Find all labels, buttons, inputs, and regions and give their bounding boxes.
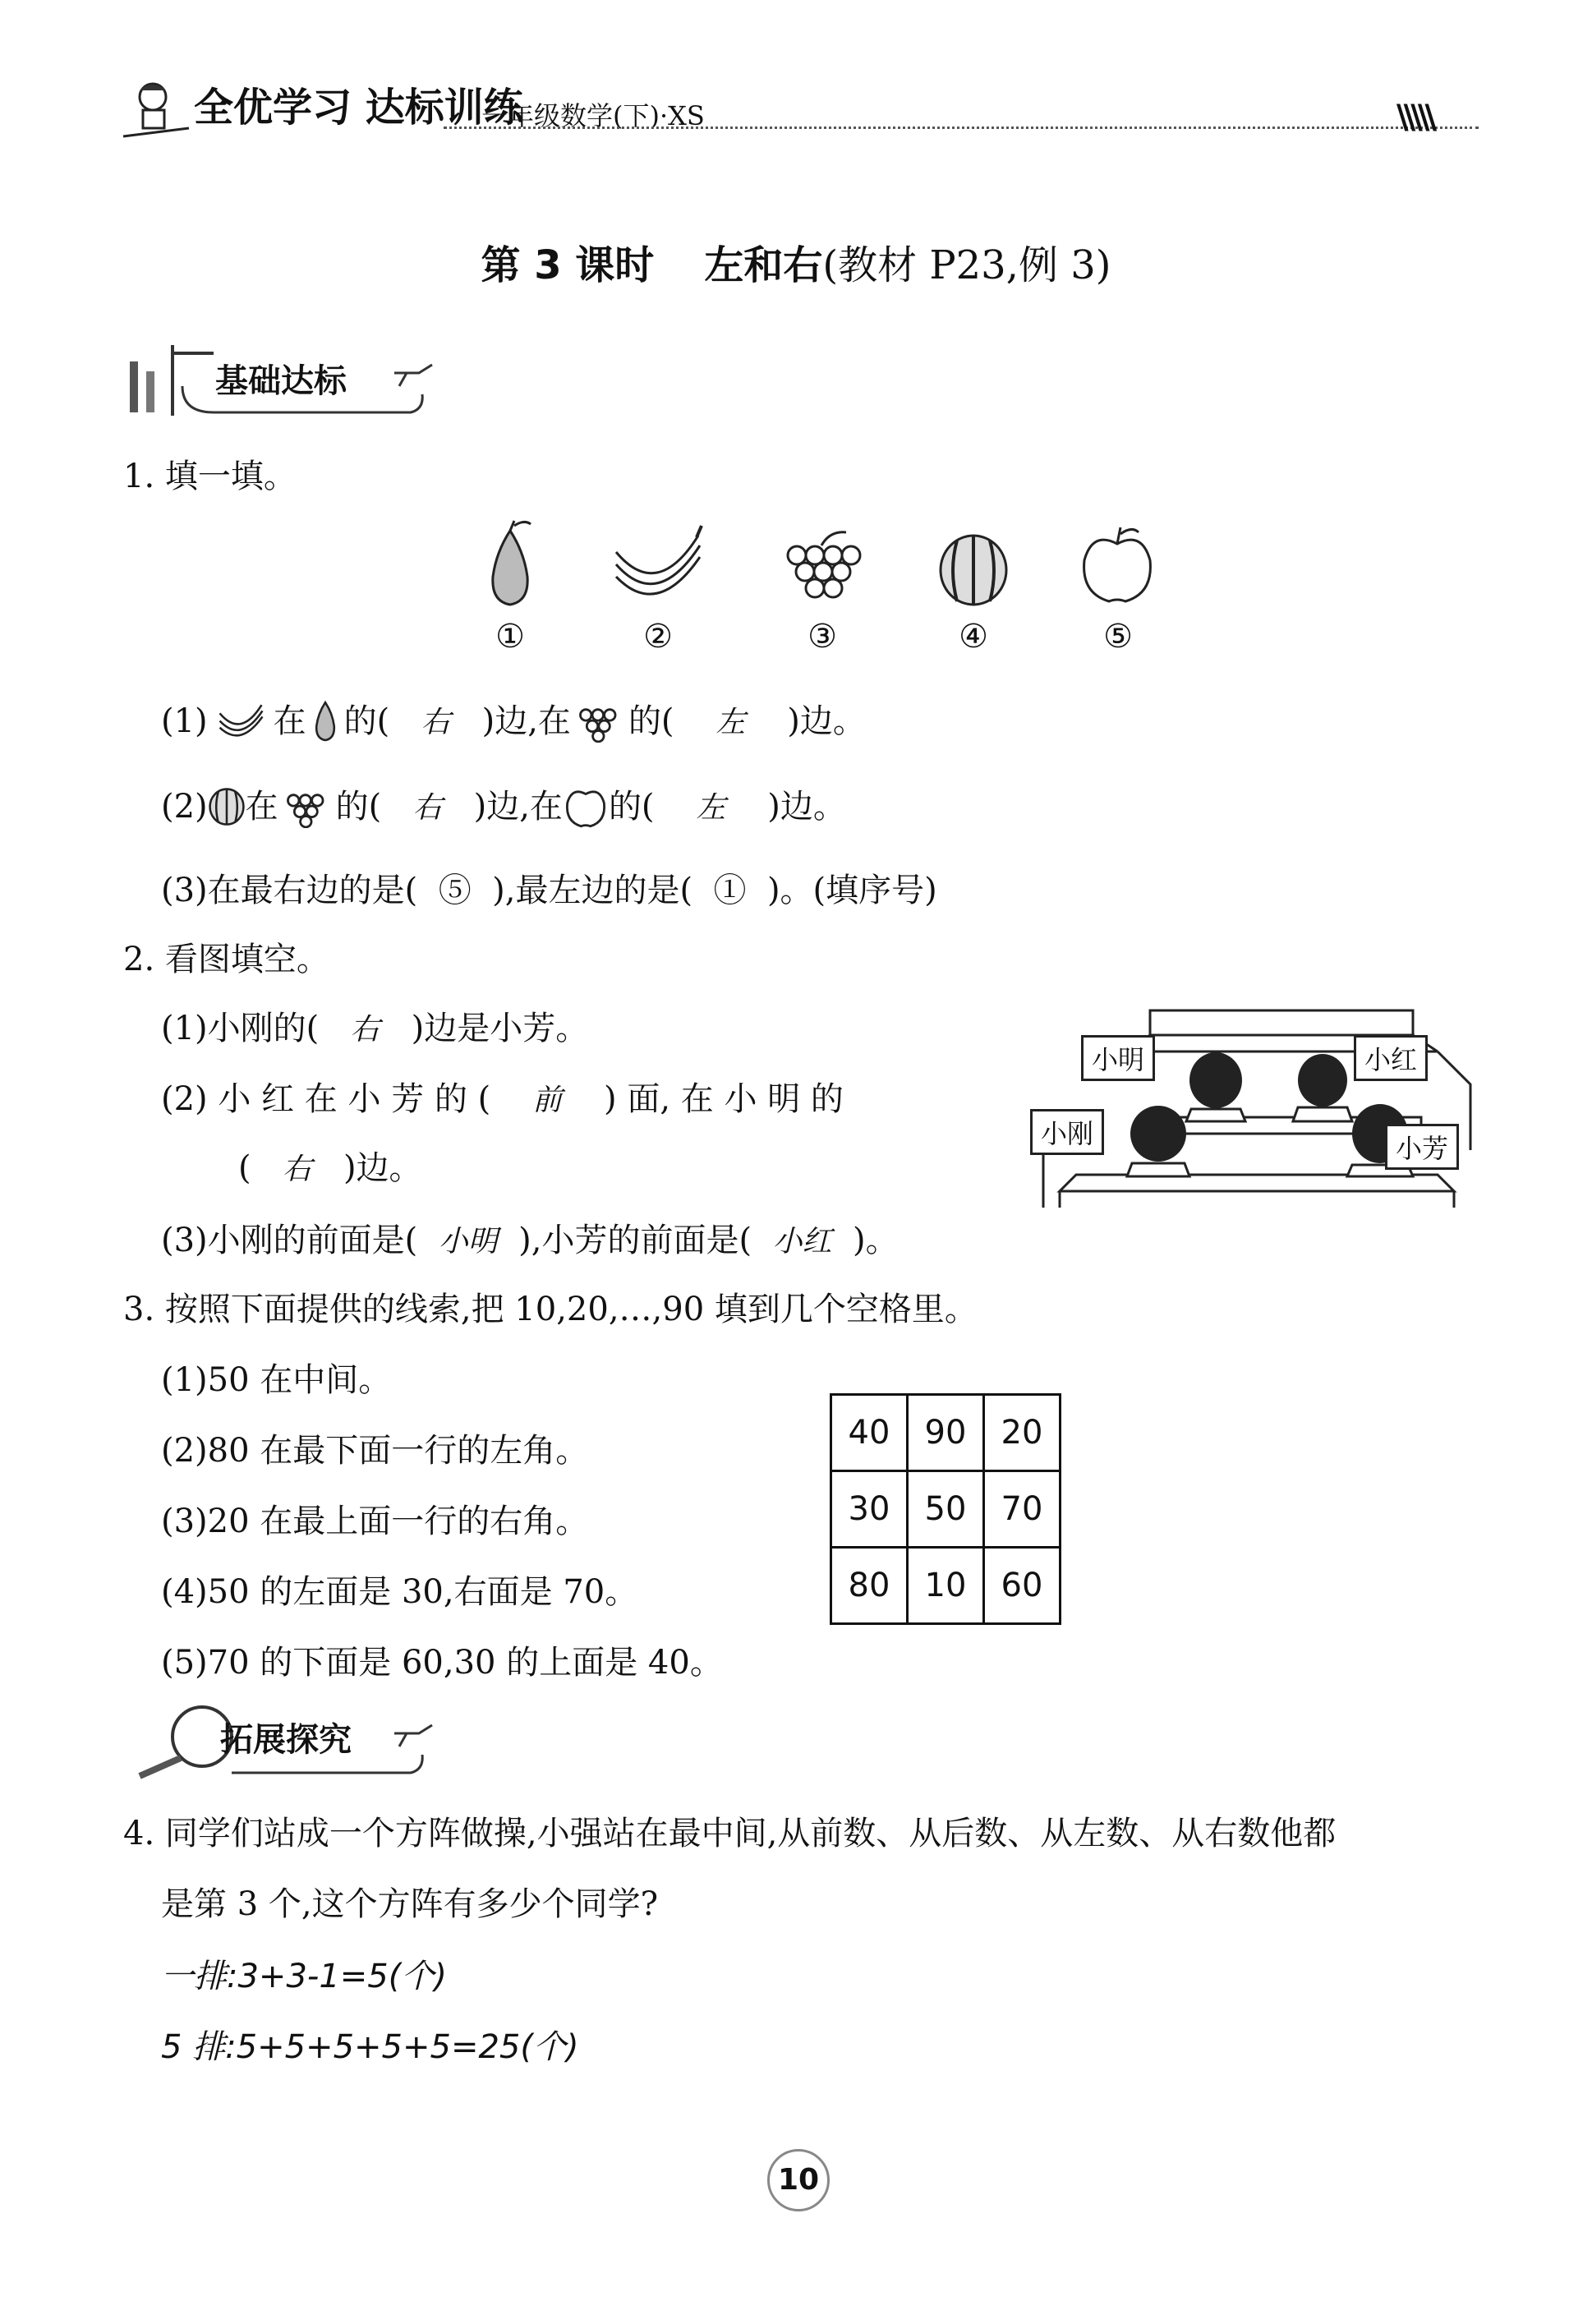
answer: 左 xyxy=(696,791,726,825)
q3-stem: 3. 按照下面提供的线索,把 10,20,…,90 填到几个空格里。 xyxy=(123,1291,978,1328)
answer: 右 xyxy=(282,1153,312,1186)
section-extend-title: 拓展探究 xyxy=(220,1721,352,1759)
q1-stem: 1. 填一填。 xyxy=(123,458,297,495)
answer: 右 xyxy=(421,706,451,739)
grid-row xyxy=(831,1548,1061,1624)
lesson-ref: (教材 P23,例 3) xyxy=(822,242,1111,288)
q1-part3: (3)在最右边的是( ⑤ ),最左边的是( ① )。(填序号) xyxy=(161,872,937,909)
q2-part2a: (2) 小 红 在 小 芳 的 ( 前 ) 面, 在 小 明 的 xyxy=(161,1080,844,1118)
grapes-icon xyxy=(571,697,628,751)
q4-work1: 一排:3+3-1=5(个) xyxy=(161,1958,447,1995)
q3-clue: (4)50 的左面是 30,右面是 70。 xyxy=(161,1573,638,1611)
banana-icon xyxy=(208,697,274,751)
answer: 右 xyxy=(412,791,443,825)
answer: 小明 xyxy=(438,1225,498,1259)
name-tag-xiaofang: 小芳 xyxy=(1385,1124,1459,1170)
header-stripes: \\\\\ xyxy=(1396,99,1433,136)
q3-clue: (5)70 的下面是 60,30 的上面是 40。 xyxy=(161,1644,723,1682)
pear-icon xyxy=(473,519,547,613)
answer: 前 xyxy=(532,1084,563,1117)
header-mascot-icon xyxy=(115,79,197,148)
q2-part3: (3)小刚的前面是( 小明 ),小芳的前面是( 小红 )。 xyxy=(161,1222,899,1259)
answer: ① xyxy=(713,872,747,909)
apple-icon xyxy=(1076,522,1158,608)
q2-stem: 2. 看图填空。 xyxy=(123,941,329,978)
answer: ⑤ xyxy=(438,872,472,909)
header-subtitle: 一年级数学(下)·XS xyxy=(481,100,705,131)
q1-part2: (2) 在 的( 右 )边,在 的( 左 )边。 xyxy=(161,780,846,836)
watermelon-icon xyxy=(936,526,1010,611)
q3-clue: (1)50 在中间。 xyxy=(161,1361,392,1399)
q1-part1: (1) 在 的( 右 )边,在 的( 左 )边。 xyxy=(161,695,866,752)
fruit-label: ④ xyxy=(959,618,988,656)
q4-work2: 5 排:5+5+5+5+5=25(个) xyxy=(161,2028,579,2066)
q2-part1: (1)小刚的( 右 )边是小芳。 xyxy=(161,1010,589,1047)
q3-clue: (2)80 在最下面一行的左角。 xyxy=(161,1432,589,1470)
watermelon-icon xyxy=(208,782,246,836)
fruit-label: ⑤ xyxy=(1103,618,1133,656)
fruit-label: ② xyxy=(643,618,673,656)
answer: 小红 xyxy=(772,1225,832,1259)
q4-line1: 4. 同学们站成一个方阵做操,小强站在最中间,从前数、从后数、从左数、从右数他都 xyxy=(123,1815,1337,1852)
grid-cell: 60 xyxy=(984,1548,1061,1624)
header-logo: 全优学习 达标训练 xyxy=(194,85,523,131)
grid-cell: 30 xyxy=(831,1471,908,1548)
q2-part2b: ( 右 )边。 xyxy=(238,1149,422,1187)
grapes-icon xyxy=(278,782,336,836)
lesson-number: 第 3 课时 xyxy=(481,242,655,288)
apple-icon xyxy=(563,782,609,836)
grid-row xyxy=(831,1395,1061,1471)
name-tag-xiaoming: 小明 xyxy=(1081,1035,1155,1081)
lesson-title xyxy=(0,233,1592,290)
grid-row xyxy=(831,1471,1061,1548)
fruit-label: ① xyxy=(495,618,525,656)
classroom-illustration xyxy=(1027,1002,1487,1208)
name-tag-xiaogang: 小刚 xyxy=(1030,1109,1104,1155)
lesson-topic: 左和右 xyxy=(704,242,823,288)
answer: 左 xyxy=(715,706,746,739)
answer: 右 xyxy=(350,1013,380,1047)
grapes-icon xyxy=(772,522,871,608)
banana-icon xyxy=(608,519,706,613)
q3-clue: (3)20 在最上面一行的右角。 xyxy=(161,1503,589,1540)
grid-cell: 90 xyxy=(908,1395,984,1471)
section-basic-title: 基础达标 xyxy=(215,362,347,400)
grid-cell: 40 xyxy=(831,1395,908,1471)
page-number: 10 xyxy=(767,2149,830,2211)
header-divider xyxy=(444,127,1479,129)
name-tag-xiaohong: 小红 xyxy=(1354,1035,1428,1081)
q4-line2: 是第 3 个,这个方阵有多少个同学? xyxy=(161,1885,659,1923)
grid-cell: 50 xyxy=(908,1471,984,1548)
grid-cell: 20 xyxy=(984,1395,1061,1471)
grid-cell: 80 xyxy=(831,1548,908,1624)
pear-icon xyxy=(306,695,344,752)
fruit-label: ③ xyxy=(808,618,837,656)
grid-cell: 70 xyxy=(984,1471,1061,1548)
number-grid xyxy=(830,1393,1061,1625)
grid-cell: 10 xyxy=(908,1548,984,1624)
